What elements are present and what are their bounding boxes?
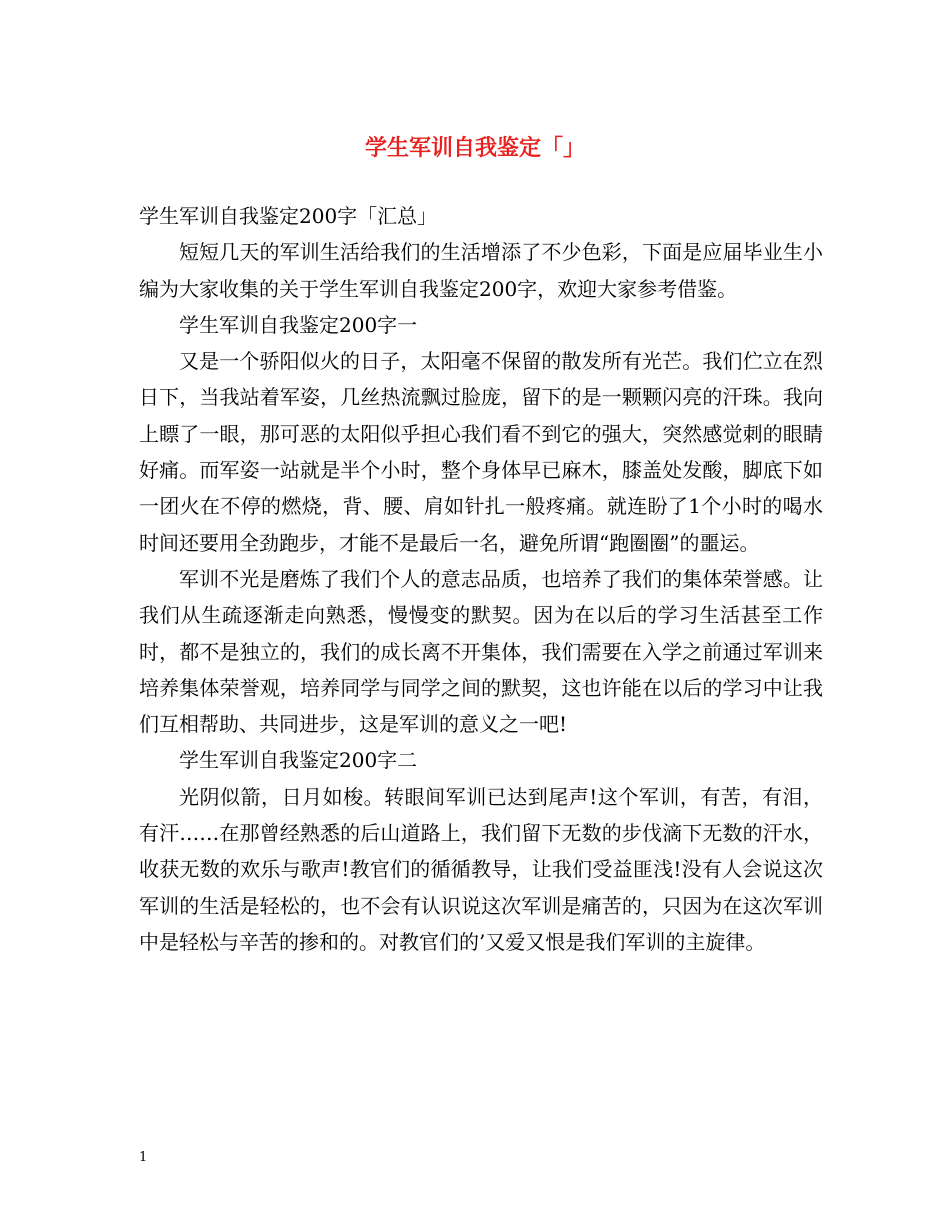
section-2-heading: 学生军训自我鉴定200字二 [179, 748, 418, 773]
section-2-paragraph-1: 光阴似箭，日月如梭。转眼间军训已达到尾声!这个军训，有苦，有泪，有汗……在那曾经熟悉的后山道路上，我们留下无数的步伐滴下无数的汗水，收获无数的欢乐与歌声!教官们的循循教导，让我们受益匪浅!没有人会说这次军训的生活是轻松的，也不会有认识说这次军训是痛苦的，只因为在这次军训中是轻松与辛苦的掺和的。对教官们的’又爱又恨是我们军训的主旋律。 [139, 784, 823, 954]
section-1-paragraph-2: 军训不光是磨炼了我们个人的意志品质，也培养了我们的集体荣誉感。让我们从生疏逐渐走向熟悉，慢慢变的默契。因为在以后的学习生活甚至工作时，都不是独立的，我们的成长离不开集体，我们需要在入学之前通过军训来培养集体荣誉观，培养同学与同学之间的默契，这也许能在以后的学习中让我们互相帮助、共同进步，这是军训的意义之一吧! [139, 566, 823, 737]
document-subtitle: 学生军训自我鉴定200字「汇总」 [139, 204, 438, 228]
document-title: 学生军训自我鉴定「」 [364, 135, 585, 161]
page-number: 1 [139, 1150, 148, 1165]
intro-paragraph: 短短几天的军训生活给我们的生活增添了不少色彩，下面是应届毕业生小编为大家收集的关于学生军训自我鉴定200字，欢迎大家参考借鉴。 [139, 240, 823, 301]
section-1-heading: 学生军训自我鉴定200字一 [179, 312, 418, 337]
section-1-paragraph-1: 又是一个骄阳似火的日子，太阳毫不保留的散发所有光芒。我们伫立在烈日下，当我站着军姿，几丝热流飘过脸庞，留下的是一颗颗闪亮的汗珠。我向上瞟了一眼，那可恶的太阳似乎担心我们看不到它的强大，突然感觉刺的眼睛好痛。而军姿一站就是半个小时，整个身体早已麻木，膝盖处发酸，脚底下如一团火在不停的燃烧，背、腰、肩如针扎一般疼痛。就连盼了1个小时的喝水时间还要用全劲跑步，才能不是最后一名，避免所谓“跑圈圈”的噩运。 [139, 349, 823, 555]
document-body [139, 198, 823, 960]
